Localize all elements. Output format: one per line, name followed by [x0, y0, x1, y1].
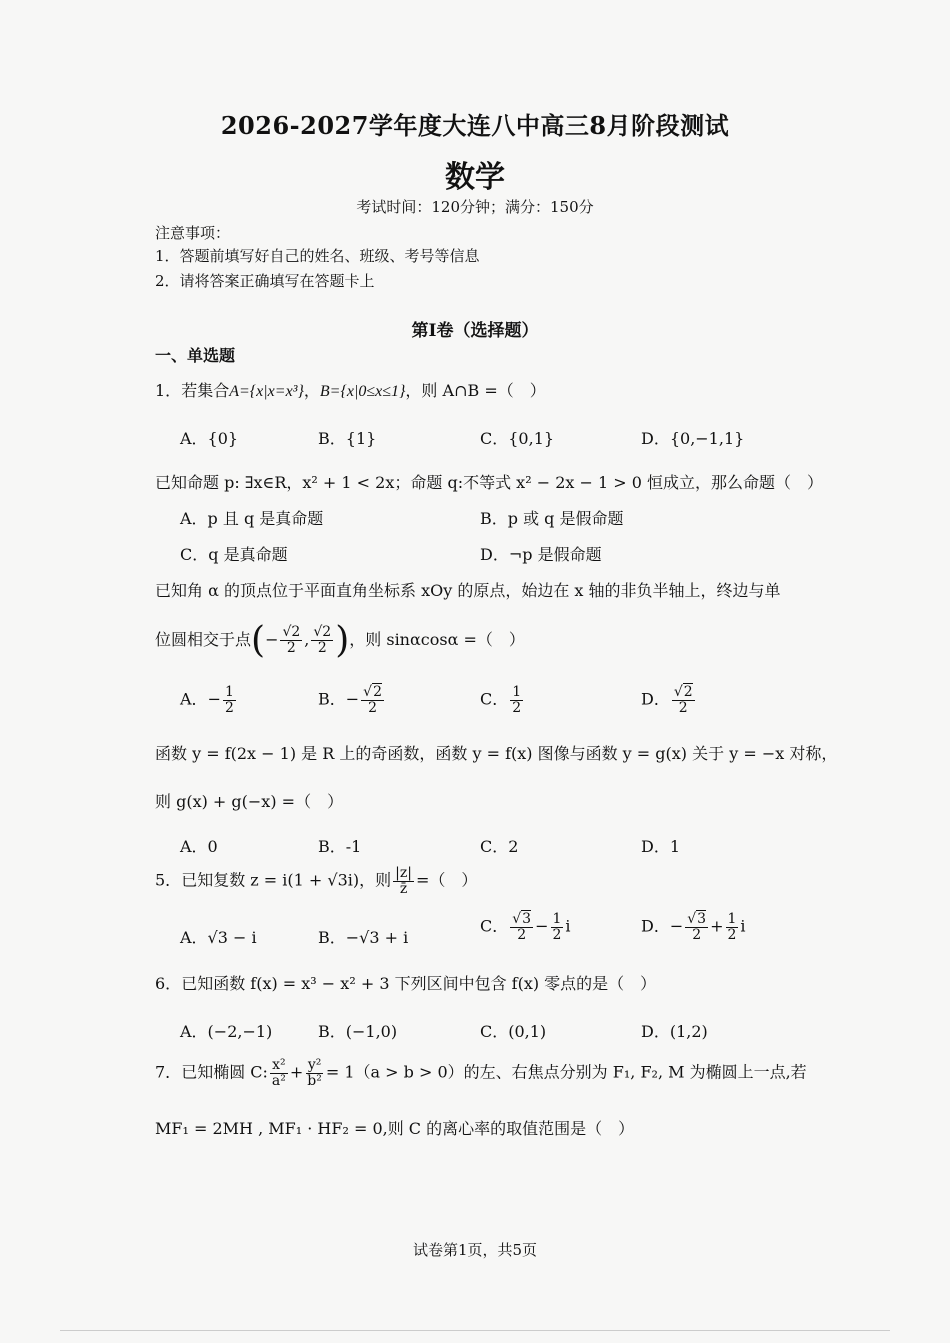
option-b[interactable]: B．− $\frac{√2}{2}$: [318, 684, 383, 716]
option-a[interactable]: A．− $\frac{1}{2}$: [180, 684, 234, 716]
question-text: ，则 A∩B =（ ）: [405, 381, 546, 400]
notice-item-1: 1．答题前填写好自己的姓名、班级、考号等信息: [155, 247, 480, 265]
fraction-numerator: √2: [282, 624, 301, 641]
question-7-line-2: MF₁ = 2MH , MF₁ · HF₂ = 0,则 C 的离心率的取值范围是（ ）: [155, 1119, 635, 1138]
question-text: 若集合: [181, 381, 230, 400]
fraction-denominator: 2: [317, 640, 327, 656]
question-3-line-1: 已知角 α 的顶点位于平面直角坐标系 xOy 的原点，始边在 x 轴的非负半轴上，终边与单: [155, 581, 781, 600]
question-3-line-2: 位圆相交于点(− $\frac{√2}{2}$ , $\frac{√2}{2}$ )，则 sinαcosα =（ ）: [155, 620, 525, 661]
option-d[interactable]: D．1: [641, 837, 681, 856]
question-2: 已知命题 p: ∃x∈R，x² + 1 < 2x；命题 q:不等式 x² − 2x − 1 > 0 恒成立，那么命题（ ）: [155, 473, 824, 492]
question-4-line-1: 函数 y = f(2x − 1) 是 R 上的奇函数，函数 y = f(x) 图像与函数 y = g(x) 关于 y = −x 对称，: [155, 744, 838, 763]
notice-heading: 注意事项：: [155, 224, 231, 242]
option-d[interactable]: D．¬p 是假命题: [480, 545, 602, 564]
fraction: [311, 625, 333, 655]
question-number: 1．: [155, 381, 182, 400]
option-a[interactable]: A．0: [180, 837, 218, 856]
set-b: B={x|0≤x≤1}: [319, 383, 406, 400]
fraction-denominator: 2: [286, 640, 296, 656]
option-d[interactable]: D．(1,2): [641, 1022, 708, 1041]
question-text: ，则 sinαcosα =（ ）: [349, 630, 525, 649]
option-d[interactable]: D． $\frac{√2}{2}$: [641, 684, 693, 716]
question-5: 5．已知复数 z = i(1 + √3i)，则 $\frac{|z|}{z̄}$ =（ ）: [155, 865, 478, 897]
section-title: 第I卷（选择题）: [411, 321, 539, 341]
question-4-line-2: 则 g(x) + g(−x) =（ ）: [155, 792, 344, 811]
option-b[interactable]: B．(−1,0): [318, 1022, 398, 1041]
option-b[interactable]: B．-1: [318, 837, 362, 856]
paren-left: (: [251, 620, 266, 661]
separator: ，: [303, 381, 320, 400]
option-a[interactable]: A．{0}: [180, 429, 239, 448]
option-a[interactable]: A．p 且 q 是真命题: [180, 509, 324, 528]
paren-right: ): [335, 620, 350, 661]
option-b[interactable]: B．{1}: [318, 429, 377, 448]
option-d[interactable]: D．− $\frac{√3}{2}$ + $\frac{1}{2}$ i: [641, 911, 746, 943]
option-c[interactable]: C．q 是真命题: [180, 545, 288, 564]
option-d[interactable]: D．{0,−1,1}: [641, 429, 745, 448]
fraction-numerator: √2: [313, 624, 332, 641]
page-footer: 试卷第1页，共5页: [412, 1241, 538, 1259]
subject-title: 数学: [445, 160, 505, 195]
exam-title: 2026-2027学年度大连八中高三8月阶段测试: [220, 111, 730, 140]
question-text: 位圆相交于点: [155, 630, 252, 649]
question-1: [155, 378, 546, 401]
option-c[interactable]: C． $\frac{1}{2}$: [480, 684, 522, 716]
question-6: 6．已知函数 f(x) = x³ − x² + 3 下列区间中包含 f(x) 零点的是（ ）: [155, 974, 657, 993]
option-a[interactable]: A．√3 − i: [180, 928, 257, 947]
option-b[interactable]: B．−√3 + i: [318, 928, 409, 947]
option-b[interactable]: B．p 或 q 是假命题: [480, 509, 624, 528]
exam-info: 考试时间：120分钟；满分：150分: [356, 198, 594, 216]
set-a: A={x|x=x³}: [229, 383, 304, 400]
fraction: [280, 625, 302, 655]
question-7-line-1: 7．已知椭圆 C: $\frac{\text{x²}}{\text{a²}}$ + $\frac{\text{y²}}{\text{b²}}$ = 1（a > b > 0）的左、右焦点分别为 F₁, F₂, M 为椭圆上一点,若: [155, 1057, 807, 1089]
option-c[interactable]: C．{0,1}: [480, 429, 555, 448]
part-title: 一、单选题: [155, 346, 236, 365]
option-a[interactable]: A．(−2,−1): [180, 1022, 273, 1041]
option-c[interactable]: C．2: [480, 837, 519, 856]
option-c[interactable]: C．(0,1): [480, 1022, 547, 1041]
page-edge-divider: [60, 1330, 890, 1331]
notice-item-2: 2．请将答案正确填写在答题卡上: [155, 272, 375, 290]
option-c[interactable]: C． $\frac{√3}{2}$ − $\frac{1}{2}$ i: [480, 911, 571, 943]
